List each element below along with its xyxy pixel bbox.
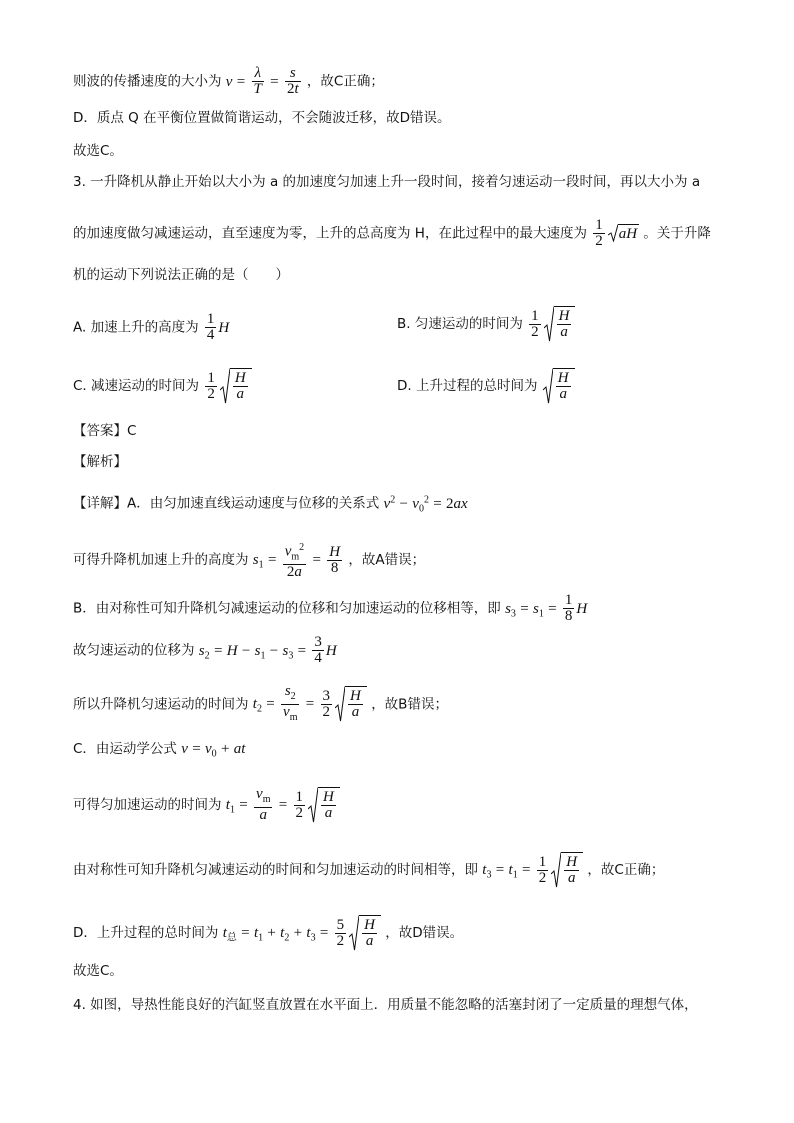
text: 所以升降机匀速运动的时间为: [73, 696, 249, 713]
text: 。关于升降: [643, 225, 711, 242]
text-line: 故选C。: [73, 143, 123, 159]
text: ，故A错误；: [348, 552, 426, 569]
formula: $\frac{1}{2}$ aH: [595, 217, 638, 249]
text: 可得匀加速运动的时间为: [73, 797, 222, 813]
text: ，故C正确；: [306, 73, 384, 90]
option-label: C. 减速运动的时间为: [73, 378, 200, 394]
text: 故匀速运动的位移为: [73, 642, 195, 659]
formula: $t_1$ = $\frac{v_m}{a}$ = $\frac{1}{2}$ $\frac{H}{a}$: [226, 797, 340, 813]
option-d[interactable]: [397, 368, 575, 404]
solution-line: [73, 593, 587, 624]
option-label: D. 上升过程的总时间为: [397, 378, 538, 394]
formula: $\frac{H}{a}$: [542, 378, 575, 394]
text: 的加速度做匀减速运动，直至速度为零，上升的总高度为 H，在此过程中的最大速度为: [73, 225, 587, 242]
formula: $t_2$ = $\frac{s_2}{v_m}$ = $\frac{3}{2}$ $\frac{H}{a}$: [253, 696, 371, 712]
text: C．由运动学公式: [73, 741, 177, 757]
text-line: 故选C。: [73, 963, 123, 979]
formula: $\frac{1}{2}$ $\frac{H}{a}$: [527, 316, 575, 332]
solution-line: [73, 740, 245, 764]
option-label: B. 匀速运动的时间为: [397, 316, 523, 332]
formula: $s_1$ = $\frac{v_m^2}{2a}$ = $\frac{H}{8}$: [252, 542, 341, 581]
option-c[interactable]: [73, 368, 252, 404]
solution-line: [73, 787, 340, 823]
answer-label: 【答案】C: [73, 423, 137, 439]
solution-line: [73, 915, 463, 951]
text-line: [73, 66, 384, 97]
text: B．由对称性可知升降机匀减速运动的位移和匀加速运动的位移相等，即: [73, 600, 501, 617]
solution-line: [73, 635, 337, 666]
solution-line: [73, 491, 468, 518]
text: ，故D错误。: [385, 925, 464, 941]
solution-line: [73, 852, 664, 888]
text-line: D．质点 Q 在平衡位置做简谐运动，不会随波迁移，故D错误。: [73, 110, 451, 126]
formula: $s_2 = H - s_1 - s_3$ = $\frac{3}{4}$ H: [198, 634, 337, 666]
question-stem: 机的运动下列说法正确的是（ ）: [73, 267, 289, 283]
formula: $v = v_0$ + at: [181, 741, 246, 760]
analysis-label: 【解析】: [73, 454, 127, 470]
formula: $t_总 = t_1 + t_2 + t_3$ = $\frac{5}{2}$ $\frac{H}{a}$: [223, 925, 386, 941]
option-label: A. 加速上升的高度为: [73, 319, 199, 336]
option-a[interactable]: [73, 312, 229, 343]
text: ，故B错误；: [371, 696, 448, 713]
question-stem: 4. 如图，导热性能良好的汽缸竖直放置在水平面上．用质量不能忽略的活塞封闭了一定质量的理想气体，: [73, 997, 698, 1013]
text: D．上升过程的总时间为: [73, 925, 219, 941]
option-b[interactable]: [397, 306, 575, 342]
solution-line: [73, 684, 448, 725]
question-stem: 3. 一升降机从静止开始以大小为 a 的加速度匀加速上升一段时间，接着匀速运动一段时间，再以大小为 a: [73, 174, 701, 190]
formula: $\frac{1}{4}$ H: [206, 311, 230, 343]
formula: v = $\frac{\lambda}{T}$ = $\frac{s}{2t}$: [225, 65, 299, 97]
formula: $t_3 = t_1$ = $\frac{1}{2}$ $\frac{H}{a}$: [482, 862, 587, 878]
text: ，故C正确；: [587, 862, 665, 878]
formula: $\frac{1}{2}$ $\frac{H}{a}$: [203, 378, 251, 394]
question-stem: [73, 218, 711, 249]
text: 由对称性可知升降机匀减速运动的时间和匀加速运动的时间相等，即: [73, 862, 478, 878]
formula: $v^2 - v_0^2 = 2ax$: [383, 494, 468, 515]
text: 可得升降机加速上升的高度为: [73, 552, 249, 569]
solution-line: [73, 540, 425, 580]
formula: $s_3 = s_1$ = $\frac{1}{8}$ H: [505, 592, 588, 624]
text: 则波的传播速度的大小为: [73, 73, 222, 90]
text: 【详解】A．由匀加速直线运动速度与位移的关系式: [73, 495, 380, 512]
